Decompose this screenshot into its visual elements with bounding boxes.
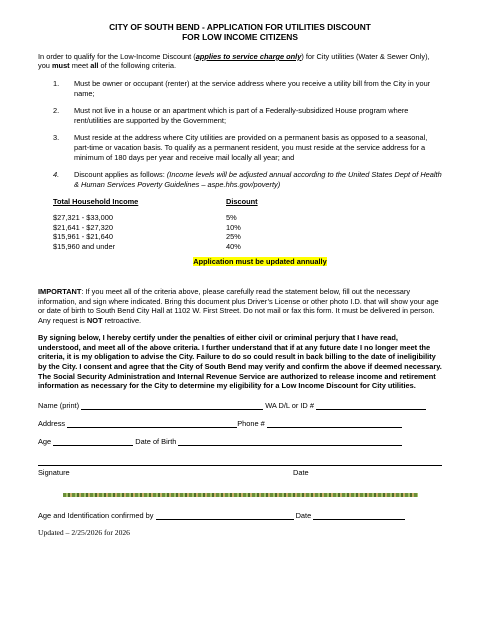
confirmation-row xyxy=(38,511,442,521)
criterion-1 xyxy=(38,79,442,98)
age-row xyxy=(38,437,442,455)
table-row xyxy=(53,213,258,223)
address-input[interactable] xyxy=(67,419,237,428)
id-input[interactable] xyxy=(316,401,426,410)
criterion-text: Must be owner or occupant (renter) at the service address where you receive a utility bill from the City in your name; xyxy=(74,79,431,98)
dob-label: Date of Birth xyxy=(135,436,177,446)
address-label: Address xyxy=(38,418,66,428)
intro-text-4: of the following criteria. xyxy=(98,61,177,71)
signature-line[interactable] xyxy=(38,465,442,466)
title-line-2: FOR LOW INCOME CITIZENS xyxy=(182,32,298,43)
intro-must: must xyxy=(51,61,70,71)
id-label: WA D/L or ID # xyxy=(265,400,314,410)
signature-label: Signature xyxy=(38,467,70,477)
form-title xyxy=(38,22,442,43)
income-cell: $21,641 - $27,320 xyxy=(53,222,113,232)
discount-cell: 40% xyxy=(226,241,241,251)
criterion-text: Must reside at the address where City utilities are provided on a permanent basis as opposed to a seasonal, part-time or vacation basis. To qualify as a permanent resident, you must reside at the service address for a minimum of 180 days per year and receive mail locally all year; and xyxy=(74,133,428,162)
important-label: IMPORTANT xyxy=(38,286,82,296)
criterion-number: 3. xyxy=(53,133,60,143)
name-row xyxy=(38,401,442,419)
header-discount: Discount xyxy=(226,197,258,207)
discount-cell: 10% xyxy=(226,222,241,232)
discount-cell: 5% xyxy=(226,212,237,222)
updated-footer: Updated – 2/25/2026 for 2026 xyxy=(38,528,130,538)
address-row xyxy=(38,419,442,437)
criterion-note: (Income levels will be adjusted annual according to the United States Dept of Health & Human Services Poverty Guidelines – aspe.hhs.gov/poverty) xyxy=(74,170,442,189)
income-cell: $15,961 - $21,640 xyxy=(53,232,113,242)
phone-input[interactable] xyxy=(267,419,402,428)
income-cell: $27,321 - $33,000 xyxy=(53,212,113,222)
important-text-2: retroactive. xyxy=(102,315,142,325)
intro-emphasis: applies to service charge only xyxy=(195,51,302,61)
signature-row xyxy=(38,459,442,479)
confirm-date-label: Date xyxy=(295,510,312,520)
title-line-1: CITY OF SOUTH BEND - APPLICATION FOR UTILITIES DISCOUNT xyxy=(109,22,371,32)
table-row xyxy=(53,242,258,252)
intro-text-2: ) for City utilities (Water & Sewer Only), you xyxy=(38,51,430,71)
certification-paragraph: By signing below, I hereby certify under the penalties of either civil or criminal perjury that I have read, understood, and meet all of the above criteria. I further understand that if at any future date I no longer meet the criteria, it is my obligation to advise the City. Failure to do so could result in back billing to the date of ineligibility by the City. I consent and agree that the City of South Bend may verify and confirm the above if deemed necessary. The Social Security Administration and Internal Revenue Service are authorized to release income and retirement information as necessary for the City to determine my eligibility for a Low Income Discount for City utilities. xyxy=(38,333,442,391)
discount-table xyxy=(53,197,258,251)
table-header-row xyxy=(53,197,258,207)
date-label: Date xyxy=(293,467,309,477)
intro-text-3: meet xyxy=(69,61,91,71)
criterion-2 xyxy=(38,106,442,125)
intro-text-1: In order to qualify for the Low-Income Discount ( xyxy=(38,51,196,61)
age-input[interactable] xyxy=(53,437,133,446)
header-income: Total Household Income xyxy=(53,197,139,207)
criterion-number: 1. xyxy=(53,79,60,88)
confirmed-input[interactable] xyxy=(156,511,294,520)
criterion-4 xyxy=(38,170,442,189)
criterion-number: 2. xyxy=(53,106,60,116)
confirm-date-input[interactable] xyxy=(313,511,405,520)
criterion-text: Must not live in a house or an apartment which is part of a Federally-subsidized House program where rent/utilities are supported by the Government; xyxy=(74,106,409,125)
income-cell: $15,960 and under xyxy=(53,241,116,251)
table-row xyxy=(53,223,258,233)
important-text-1: : If you meet all of the criteria above, please carefully read the statement below, fill out the necessary information, and sign where indicated. Bring this document plus Driver’s License or other photo I.D. that will show your age or date of birth to South Bend City Hall at 1102 W. First Street. Do not mail or fax this form. It must be delivered in person. Any request is xyxy=(38,286,439,325)
criterion-text: Discount applies as follows: xyxy=(74,170,167,180)
important-paragraph xyxy=(38,287,442,325)
criteria-list xyxy=(38,79,442,189)
age-label: Age xyxy=(38,436,52,446)
name-input[interactable] xyxy=(81,401,263,410)
update-notice: Application must be updated annually xyxy=(193,257,327,267)
table-row xyxy=(53,232,258,242)
criterion-3 xyxy=(38,133,442,162)
dob-input[interactable] xyxy=(178,437,402,446)
name-label: Name (print) xyxy=(38,400,80,410)
highlight-wrap xyxy=(78,257,442,267)
intro-all: all xyxy=(90,61,99,71)
decorative-divider xyxy=(63,493,418,497)
discount-cell: 25% xyxy=(226,232,241,242)
confirmed-label: Age and Identification confirmed by xyxy=(38,510,154,520)
intro-paragraph xyxy=(38,52,442,71)
criterion-number: 4. xyxy=(53,170,60,180)
important-not: NOT xyxy=(86,315,103,325)
phone-label: Phone # xyxy=(237,418,265,428)
